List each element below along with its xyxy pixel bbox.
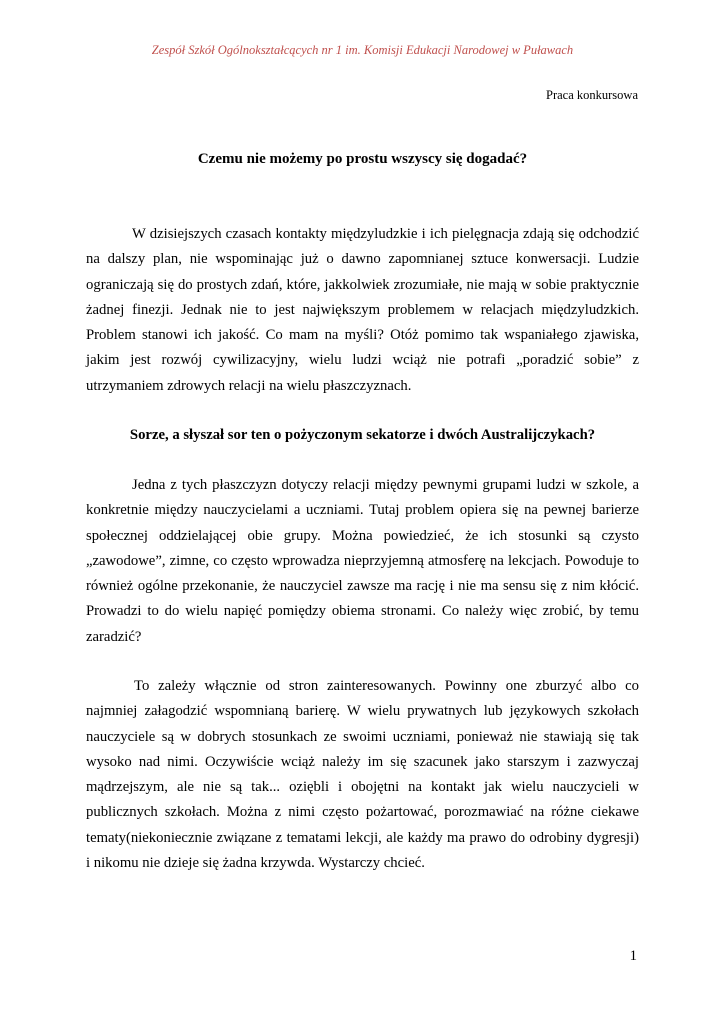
paragraph-2: Jedna z tych płaszczyzn dotyczy relacji między pewnymi grupami ludzi w szkole, a konkretnie między nauczycielami a uczniami. Tutaj problem opiera się na pewnej barierze społecznej oddzielającej obie grupy. Można powiedzieć, że ich stosunki są czysto „zawodowe”, zimne, co często wprowadza nieprzyjemną atmosferę na lekcjach. Powoduje to również ogólne przekonanie, że nauczyciel zawsze ma rację i nie ma sensu się z nim kłócić. Prowadzi to do wielu napięć pomiędzy obiema stronami. Co należy więc zrobić, by temu zaradzić? — [86, 477, 639, 645]
document-type-label: Praca konkursowa — [546, 88, 638, 102]
section-subtitle: Sorze, a słyszał sor ten o pożyczonym sekatorze i dwóch Australijczykach? — [129, 427, 596, 443]
document-title: Czemu nie możemy po prostu wszyscy się dogadać? — [197, 151, 528, 167]
paragraph-1: W dzisiejszych czasach kontakty międzyludzkie i ich pielęgnacja zdają się odchodzić na dalszy plan, nie wspominając już o dawno zapomnianej sztuce konwersacji. Ludzie ograniczają się do prostych zdań, które, jakkolwiek zrozumiałe, nie mają w sobie praktycznie żadnej finezji. Jednak nie to jest największym problemem w relacjach międzyludzkich. Problem stanowi ich jakość. Co mam na myśli? Otóż pomimo tak wspaniałego zjawiska, jakim jest rozwój cywilizacyjny, wielu ludzi wciąż nie potrafi „poradzić sobie” z utrzymaniem zdrowych relacji na wielu płaszczyznach. — [86, 226, 639, 394]
paragraph-3: To zależy włącznie od stron zainteresowanych. Powinny one zburzyć albo co najmniej załagodzić wspomnianą barierę. W wielu prywatnych lub językowych szkołach nauczyciele są w dobrych stosunkach ze swoimi uczniami, ponieważ nie stawiają się tak wysoko nad nimi. Oczywiście wciąż należy im się szacunek jako starszym i zazwyczaj mądrzejszym, ale nie są tak... oziębli i obojętni na kontakt jak wielu nauczycieli w publicznych szkołach. Można z nimi często pożartować, porozmawiać na różne ciekawe tematy(niekoniecznie związane z tematami lekcji, ale każdy ma prawo do odrobiny dygresji) i nikomu nie dzieje się żadna krzywda. Wystarczy chcieć. — [86, 678, 639, 872]
school-header: Zespół Szkół Ogólnokształcących nr 1 im. Komisji Edukacji Narodowej w Puławach — [151, 43, 574, 57]
page-number: 1 — [629, 948, 637, 964]
